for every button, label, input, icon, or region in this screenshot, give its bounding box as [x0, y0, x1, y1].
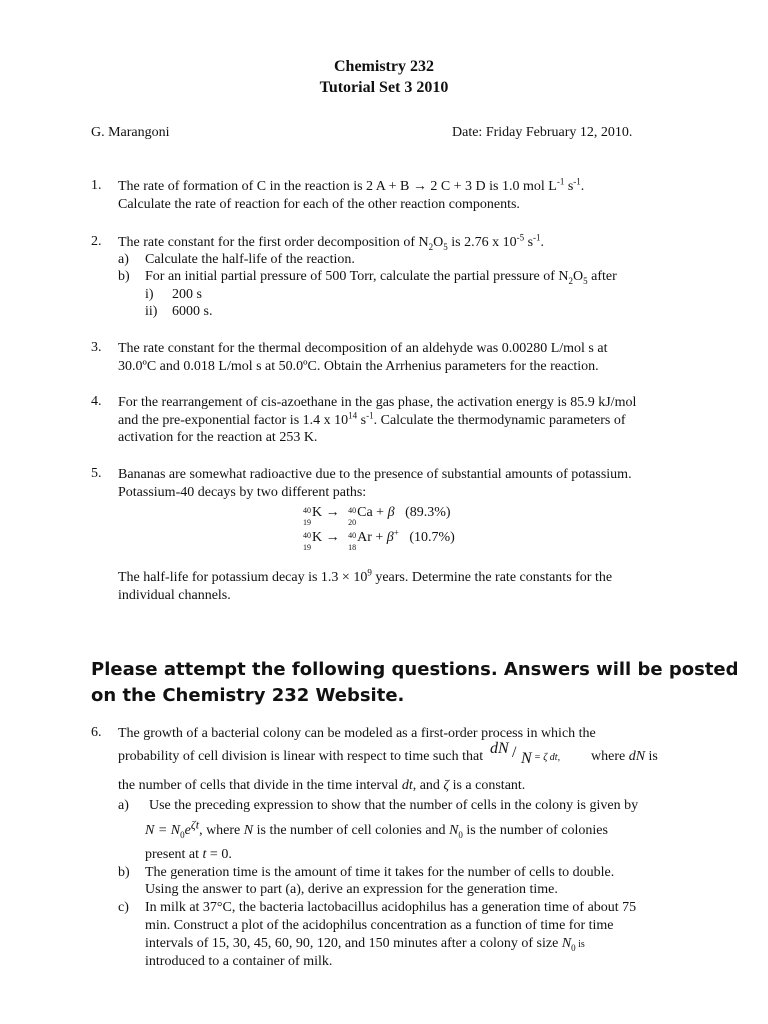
question-6c-line-3: intervals of 15, 30, 45, 60, 90, 120, and 150 minutes after a colony of size $N_0$ is [145, 936, 585, 953]
question-2-line-1: The rate constant for the first order decomposition of $N_2O_5$ is 2.76 x $10^{-5}$ $s^{-1}$. [118, 232, 545, 252]
question-2b-text: For an initial partial pressure of 500 Torr, calculate the partial pressure of $N_2O_5$ after [145, 269, 617, 286]
question-2b-ii-text: 6000 s. [172, 304, 213, 319]
question-6-line-3: the number of cells that divide in the time interval dt, and ζ is a constant. [118, 778, 526, 793]
question-6c-line-4: introduced to a container of milk. [145, 954, 333, 969]
question-2a-text: Calculate the half-life of the reaction. [145, 252, 355, 267]
question-6-line-2: probability of cell division is linear with respect to time such that [118, 749, 484, 764]
question-6c-line-2: min. Construct a plot of the acidophilus concentration as a function of time for time [145, 918, 614, 933]
question-2b-i-text: 200 s [172, 287, 202, 302]
question-1-line-2: Calculate the rate of reaction for each of the other reaction components. [118, 197, 520, 212]
question-6a-line-1: Use the preceding expression to show that the number of cells in the colony is given by [149, 798, 639, 813]
section-heading-line-2: on the Chemistry 232 Website. [91, 685, 405, 706]
question-5-line-3: The half-life for potassium decay is $1.3 \times 10^9$ years. Determine the rate constants for the [118, 567, 613, 585]
question-2b-i-label: i) [145, 287, 154, 302]
question-4-line-2: and the pre-exponential factor is 1.4 x $10^{14}$ $s^{-1}$. Calculate the thermodynamic parameters of [118, 410, 626, 428]
question-6a-line-3: present at t = 0. [145, 847, 232, 862]
question-6b-label: b) [118, 865, 130, 880]
question-6b-line-2: Using the answer to part (a), derive an expression for the generation time. [145, 882, 558, 897]
question-5-line-1: Bananas are somewhat radioactive due to the presence of substantial amounts of potassium. [118, 467, 632, 482]
question-6-line-2-end: where dN is [591, 749, 658, 764]
document-date: Date: Friday February 12, 2010. [452, 125, 633, 140]
instructor-name: G. Marangoni [91, 125, 170, 140]
page-subtitle: Tutorial Set 3 2010 [319, 79, 449, 96]
question-number-1: 1. [91, 178, 102, 193]
question-2a-label: a) [118, 252, 129, 267]
question-number-5: 5. [91, 466, 102, 481]
question-5-line-2: Potassium-40 decays by two different paths: [118, 485, 367, 500]
question-6c-line-1: In milk at 37°C, the bacteria lactobacillus acidophilus has a generation time of about 75 [145, 900, 637, 915]
growth-rate-fraction: dN / N = ζ dt, [490, 740, 561, 767]
fraction-slash-icon: / [512, 744, 517, 761]
question-2b-label: b) [118, 269, 130, 284]
question-4-line-1: For the rearrangement of cis-azoethane in the gas phase, the activation energy is 85.9 kJ/mol [118, 395, 637, 410]
question-2b-ii-label: ii) [145, 304, 158, 319]
question-3-line-2: 30.0ºC and 0.018 L/mol s at 50.0ºC. Obtain the Arrhenius parameters for the reaction. [118, 359, 599, 374]
question-5-line-4: individual channels. [118, 588, 231, 603]
decay-equation-1: 40 19 K → 40 20 Ca + β (89.3%) [303, 505, 451, 527]
page-title: Chemistry 232 [334, 58, 434, 75]
question-6a-label: a) [118, 798, 129, 813]
question-6-line-1: The growth of a bacterial colony can be modeled as a first-order process in which the [118, 726, 596, 741]
question-1-line-1: The rate of formation of C in the reaction is 2 A + B → 2 C + 3 D is 1.0 mol $L^{-1}$ $s^{-1}$. [118, 176, 585, 194]
question-6c-label: c) [118, 900, 129, 915]
decay-equation-2: 40 19 K → 40 18 Ar + β+ (10.7%) [303, 527, 455, 552]
question-6a-line-2: $N = N_0e^{\zeta t}$, where N is the number of cell colonies and $N_0$ is the number of colonies [145, 817, 608, 840]
question-number-3: 3. [91, 340, 102, 355]
question-number-6: 6. [91, 725, 102, 740]
section-heading-line-1: Please attempt the following questions. Answers will be posted [91, 659, 739, 680]
question-4-line-3: activation for the reaction at 253 K. [118, 430, 318, 445]
question-number-2: 2. [91, 234, 102, 249]
question-3-line-1: The rate constant for the thermal decomposition of an aldehyde was 0.00280 L/mol s at [118, 341, 608, 356]
question-6b-line-1: The generation time is the amount of time it takes for the number of cells to double. [145, 865, 615, 880]
question-number-4: 4. [91, 394, 102, 409]
